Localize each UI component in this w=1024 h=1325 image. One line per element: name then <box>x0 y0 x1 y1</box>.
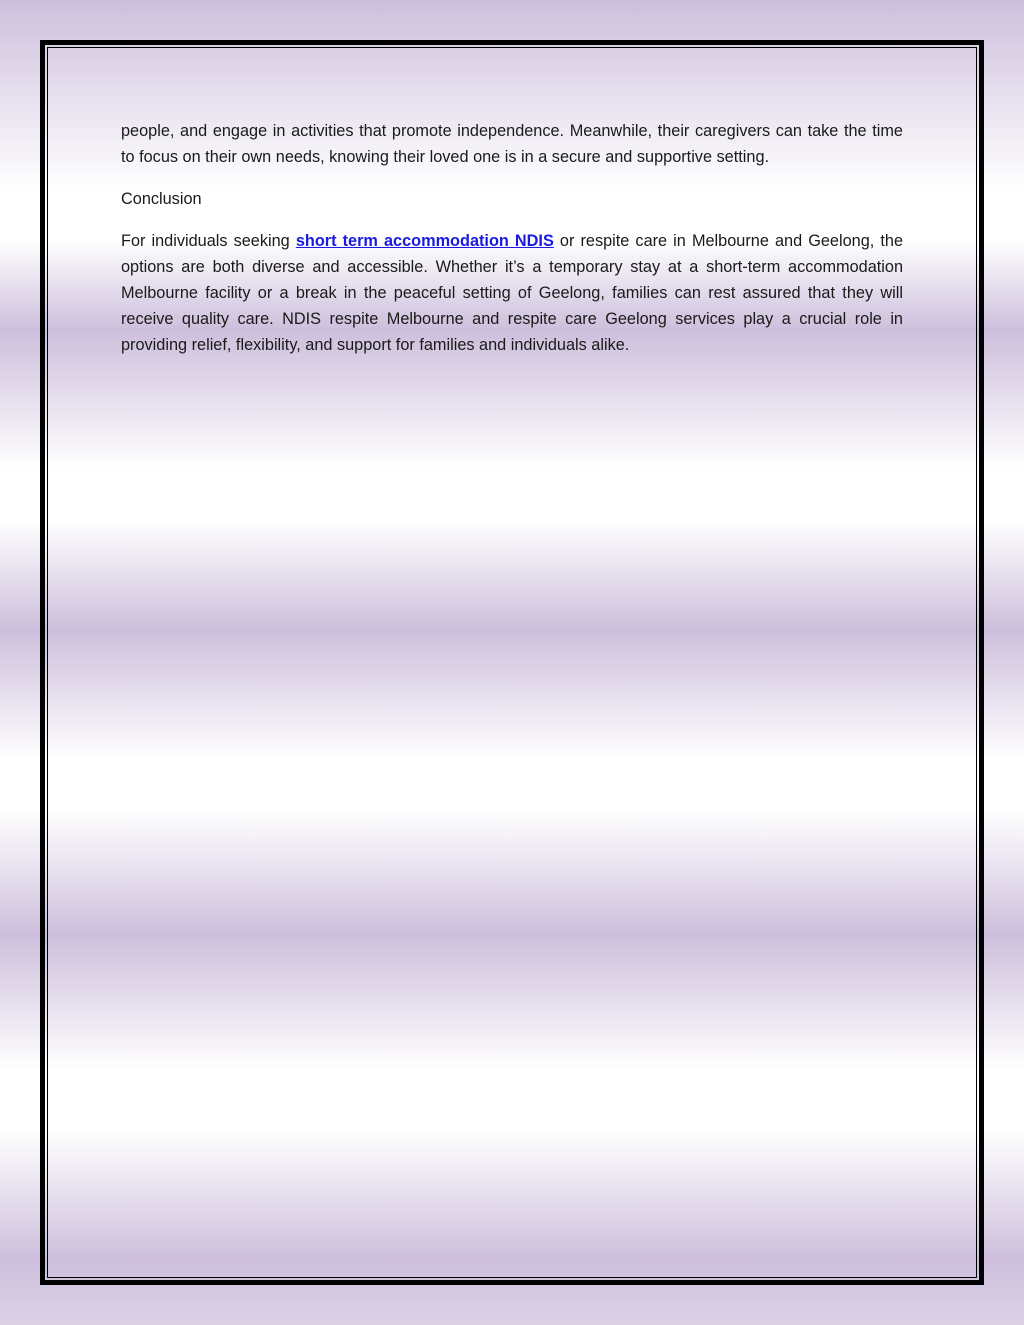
paragraph-2 <box>121 228 903 358</box>
paragraph-1: people, and engage in activities that promote independence. Meanwhile, their caregivers can take the time to focus on their own needs, knowing their loved one is in a secure and supportive setting. <box>121 122 903 166</box>
conclusion-heading: Conclusion <box>121 190 202 208</box>
paragraph-2-intro: For individuals seeking <box>121 232 296 250</box>
document-body <box>121 118 903 374</box>
paragraph-2-rest: or respite care in Melbourne and Geelong, the options are both diverse and accessible. Whether it’s a temporary stay at a short-term accommodation Melbourne facility or a break in the peaceful setting of Geelong, families can rest assured that they will receive quality care. NDIS respite Melbourne and respite care Geelong services play a crucial role in providing relief, flexibility, and support for families and individuals alike. <box>121 232 904 354</box>
short-term-accommodation-ndis-link[interactable]: short term accommodation NDIS <box>295 232 554 250</box>
